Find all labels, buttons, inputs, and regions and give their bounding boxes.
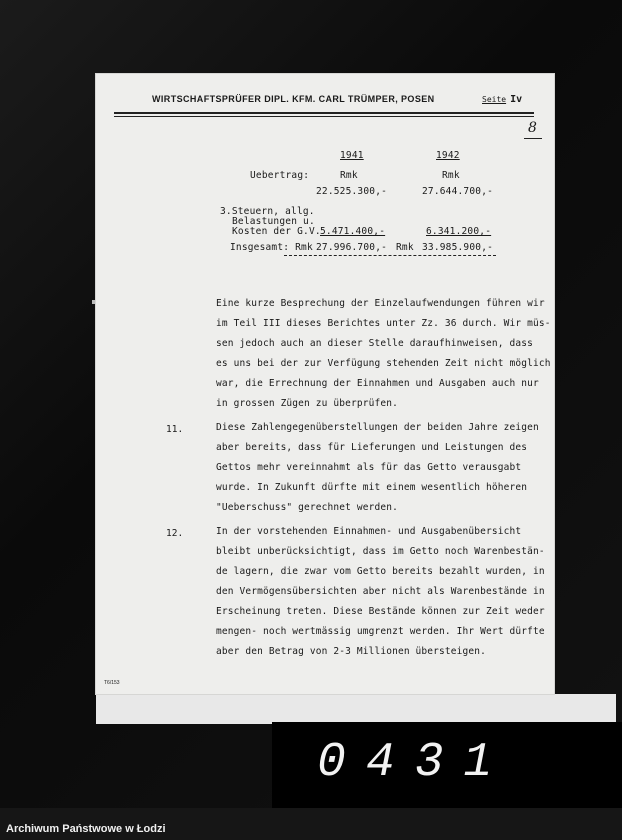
scan-light-area: [96, 694, 616, 724]
archive-name: Archiwum Państwowe w Łodzi: [6, 823, 166, 835]
seite-label: Seite: [482, 95, 507, 104]
text-line: Diese Zahlengegenüberstellungen der beiden Jahre zeigen: [216, 422, 539, 433]
handwritten-number: 8: [528, 120, 537, 136]
insgesamt-label: Insgesamt: Rmk: [230, 242, 313, 253]
text-line: Erscheinung treten. Diese Bestände können zur Zeit weder: [216, 606, 545, 617]
text-line: es uns bei der zur Verfügung stehenden Zeit nicht möglich: [216, 358, 551, 369]
text-line: bleibt unberücksichtigt, dass im Getto noch Warenbestän-: [216, 546, 545, 557]
insgesamt-rmk: Rmk: [396, 242, 414, 253]
text-line: In der vorstehenden Einnahmen- und Ausgabenübersicht: [216, 526, 522, 537]
column-1941: 1941: [340, 150, 364, 161]
letterhead-rule: [114, 112, 534, 114]
item3-line2: Belastungen u.: [232, 216, 315, 227]
text-line: "Ueberschuss" gerechnet werden.: [216, 502, 398, 513]
intro-paragraph: [216, 294, 551, 414]
text-line: den Vermögensübersichten aber nicht als Warenbestände in: [216, 586, 545, 597]
archive-code: T6/153: [104, 680, 120, 686]
text-line: sen jedoch auch an dieser Stelle daraufhinweisen, dass: [216, 338, 533, 349]
uebertrag-label: Uebertrag:: [250, 170, 310, 181]
insgesamt-1941: 27.996.700,-: [316, 242, 388, 253]
seite-number: Iv: [510, 94, 523, 105]
text-line: in grossen Zügen zu überprüfen.: [216, 398, 398, 409]
edge-mark: [92, 300, 95, 304]
text-line: im Teil III dieses Berichtes unter Zz. 36 durch. Wir müs-: [216, 318, 551, 329]
uebertrag-1942: 27.644.700,-: [422, 186, 494, 197]
paragraph-number-11: 11.: [166, 424, 184, 435]
item3-line1: 3.Steuern, allg.: [220, 206, 315, 217]
paragraph-number-12: 12.: [166, 528, 184, 539]
text-line: Eine kurze Besprechung der Einzelaufwendungen führen wir: [216, 298, 545, 309]
text-line: de lagern, die zwar vom Getto bereits bezahlt wurden, in: [216, 566, 545, 577]
text-line: war, die Errechnung der Einnahmen und Ausgaben auch nur: [216, 378, 539, 389]
archive-footer: [0, 808, 622, 840]
item3-1942: 6.341.200,-: [426, 226, 492, 237]
insgesamt-1942: 33.985.900,-: [422, 242, 494, 253]
text-line: mengen- noch wertmässig umgrenzt werden. Ihr Wert dürfte: [216, 626, 545, 637]
letterhead: WIRTSCHAFTSPRÜFER DIPL. KFM. CARL TRÜMPER, POSEN: [152, 94, 435, 104]
rmk-1941: Rmk: [340, 170, 358, 181]
frame-counter: [272, 722, 622, 808]
paragraph-11: [216, 418, 539, 518]
column-1942: 1942: [436, 150, 460, 161]
text-line: aber bereits, dass für Lieferungen und Leistungen des: [216, 442, 528, 453]
total-double-underline: [284, 255, 496, 256]
text-line: wurde. In Zukunft dürfte mit einem wesentlich höheren: [216, 482, 528, 493]
item3-1941: 5.471.400,-: [320, 226, 386, 237]
frame-number: 0431: [317, 736, 513, 790]
item3-line3: Kosten der G.V.: [232, 226, 321, 237]
text-line: aber den Betrag von 2-3 Millionen übersteigen.: [216, 646, 486, 657]
paragraph-12: [216, 522, 545, 662]
handwritten-underline: [524, 138, 542, 139]
letterhead-rule-thin: [114, 116, 534, 117]
document-page: [96, 74, 554, 694]
text-line: Gettos mehr vereinnahmt als für das Getto verausgabt: [216, 462, 522, 473]
page-label: [482, 94, 522, 105]
rmk-1942: Rmk: [442, 170, 460, 181]
uebertrag-1941: 22.525.300,-: [316, 186, 388, 197]
